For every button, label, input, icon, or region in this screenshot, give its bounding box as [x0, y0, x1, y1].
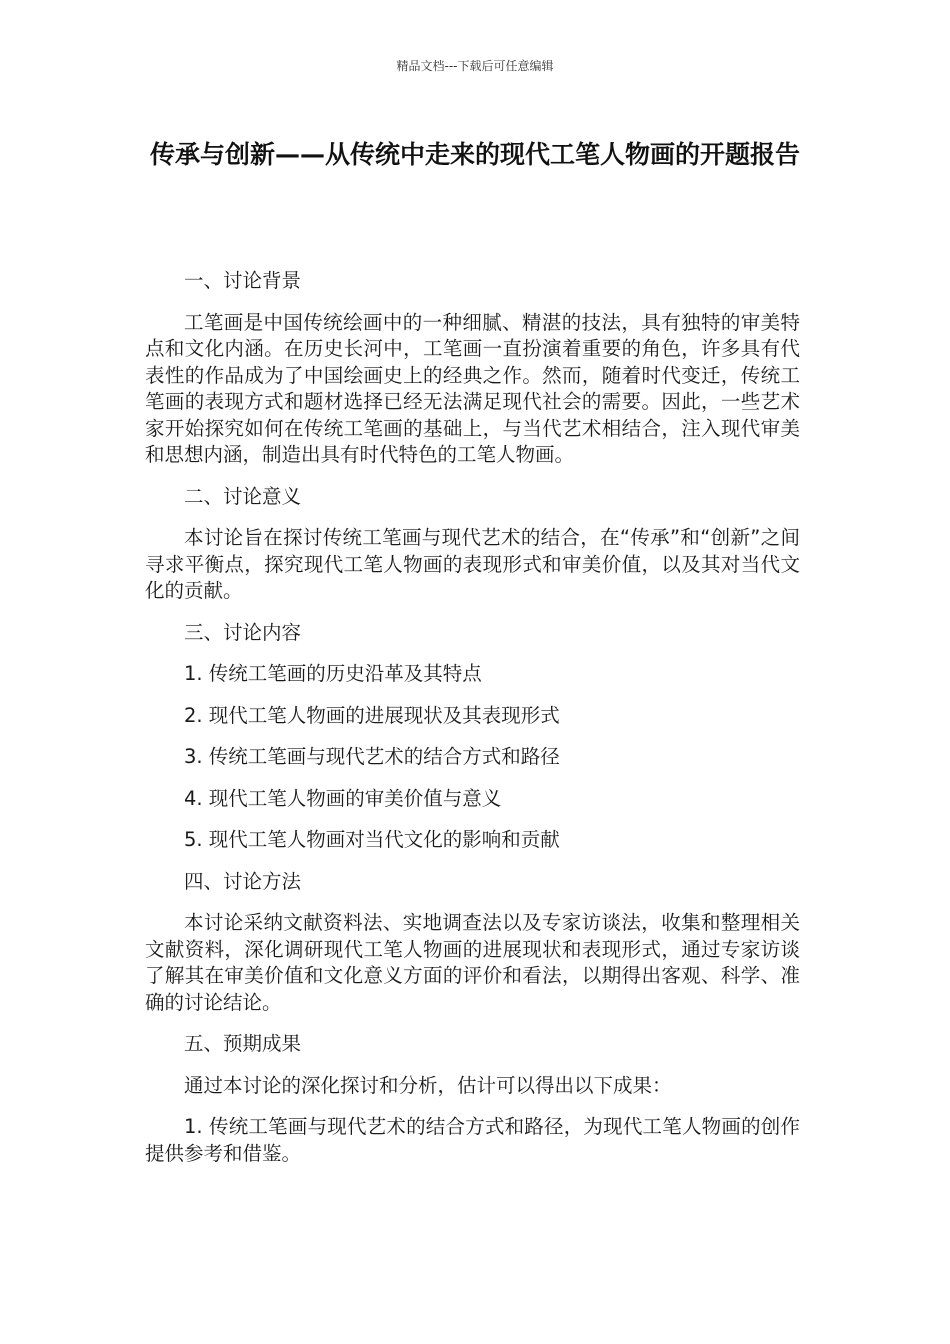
section-heading-background: 一、讨论背景	[184, 269, 302, 292]
document-title: 传承与创新——从传统中走来的现代工笔人物画的开题报告	[149, 140, 800, 169]
section-paragraph-method: 本讨论采纳文献资料法、实地调查法以及专家访谈法，收集和整理相关文献资料，深化调研现代工笔人物画的进展现状和表现形式，通过专家访谈了解其在审美价值和文化意义方面的评价和看法，以期得出客观、科学、准确的讨论结论。	[145, 911, 800, 1014]
document-body	[145, 268, 800, 1182]
page-header: 精品文档---下载后可任意编辑	[396, 59, 554, 73]
list-item: 5. 现代工笔人物画对当代文化的影响和贡献	[184, 828, 560, 851]
list-item: 3. 传统工笔画与现代艺术的结合方式和路径	[184, 745, 560, 768]
section-paragraph-background: 工笔画是中国传统绘画中的一种细腻、精湛的技法，具有独特的审美特点和文化内涵。在历史长河中，工笔画一直扮演着重要的角色，许多具有代表性的作品成为了中国绘画史上的经典之作。然而，随着时代变迁，传统工笔画的表现方式和题材选择已经无法满足现代社会的需要。因此，一些艺术家开始探究如何在传统工笔画的基础上，与当代艺术相结合，注入现代审美和思想内涵，制造出具有时代特色的工笔人物画。	[145, 310, 800, 466]
section-heading-content: 三、讨论内容	[184, 620, 302, 644]
section-paragraph-significance: 本讨论旨在探讨传统工笔画与现代艺术的结合，在“传承”和“创新”之间寻求平衡点，探究现代工笔人物画的表现形式和审美价值，以及其对当代文化的贡献。	[145, 526, 800, 602]
list-item: 1. 传统工笔画与现代艺术的结合方式和路径，为现代工笔人物画的创作提供参考和借鉴。	[145, 1115, 800, 1165]
list-item: 4. 现代工笔人物画的审美价值与意义	[184, 786, 502, 810]
list-item: 2. 现代工笔人物画的进展现状及其表现形式	[184, 703, 560, 727]
section-heading-significance: 二、讨论意义	[184, 484, 302, 508]
section-heading-outcomes: 五、预期成果	[184, 1032, 302, 1055]
section-paragraph-outcomes-intro: 通过本讨论的深化探讨和分析，估计可以得出以下成果：	[184, 1073, 672, 1097]
list-item: 1. 传统工笔画的历史沿革及其特点	[184, 662, 482, 685]
section-heading-method: 四、讨论方法	[184, 869, 302, 893]
